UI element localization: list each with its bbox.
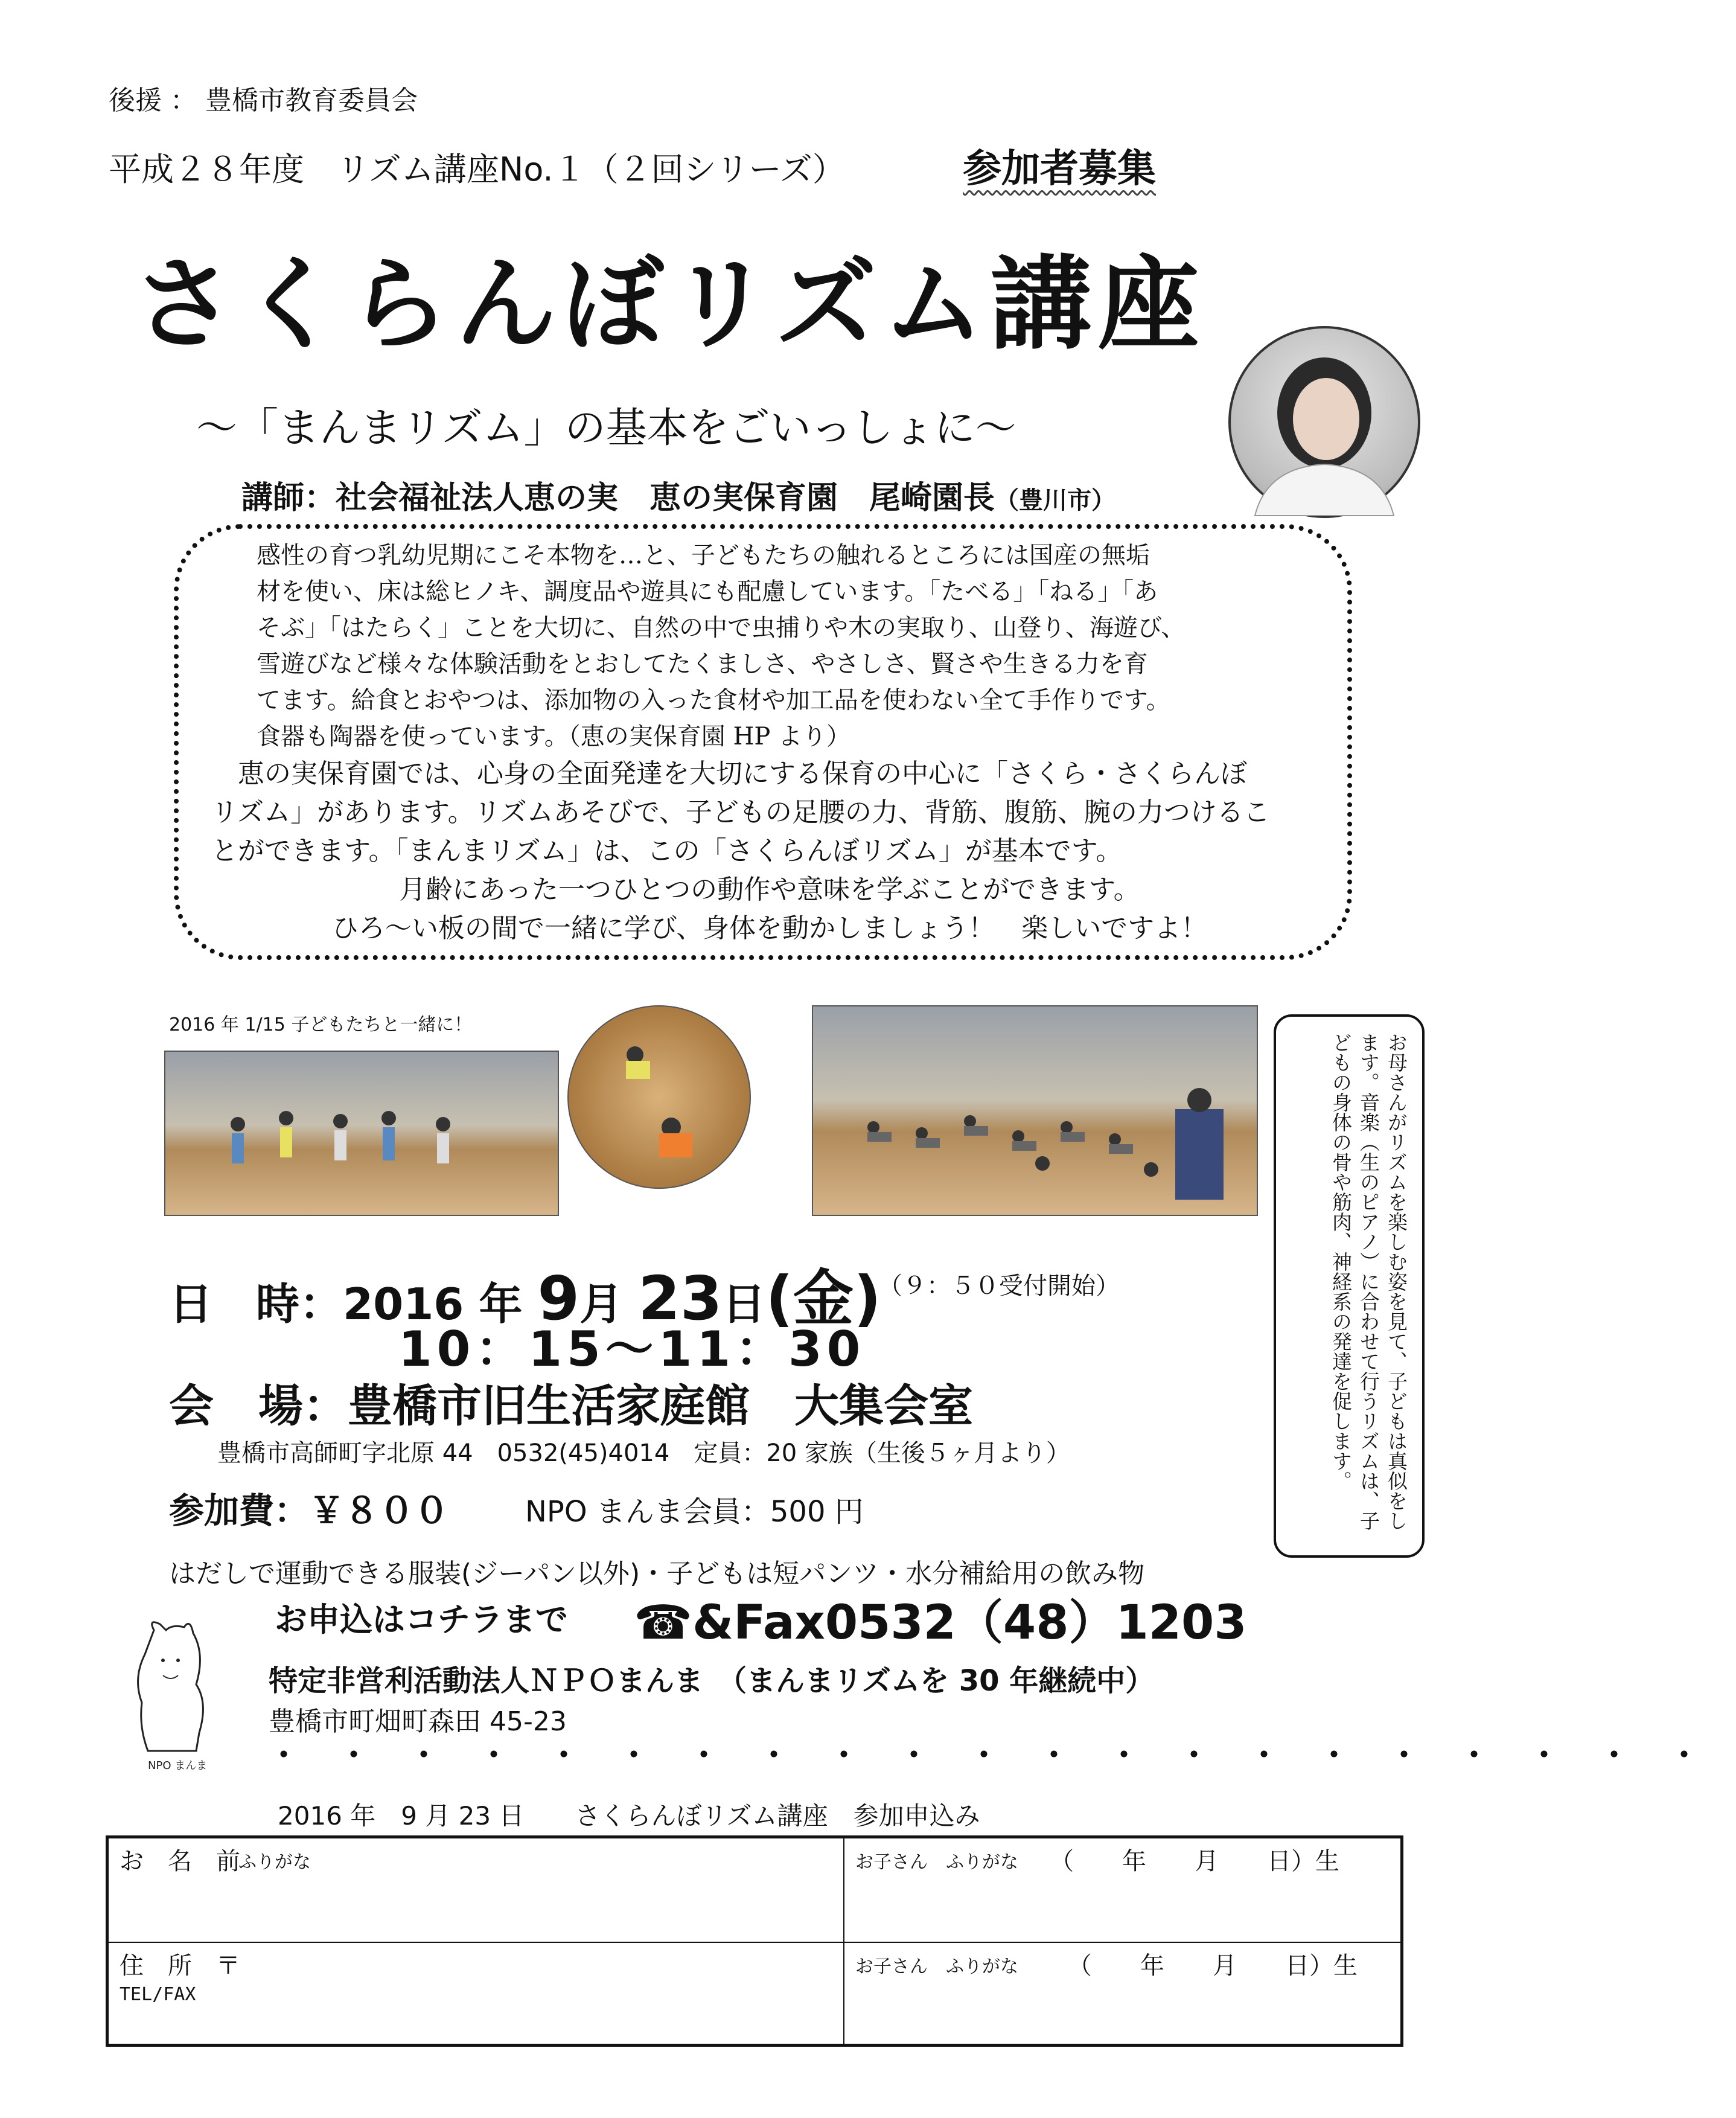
description-line: 恵の実保育園では、心身の全面発達を大切にする保育の中心に「さくら・さくらんぼ (211, 758, 1247, 789)
event-time: 10：15～11：30 (398, 1321, 866, 1377)
name-furigana: ふりがな (238, 1852, 311, 1873)
event-photo-group-dance (164, 1051, 559, 1216)
child-birth: （ 年 月 日）生 (1050, 1848, 1339, 1875)
quote-line: 雪遊びなど様々な体験活動をとおしてたくましさ、やさしさ、賢さや生きる力を育 (257, 650, 1148, 678)
event-venue: 会 場：豊橋市旧生活家庭館 大集会室 (169, 1380, 973, 1432)
tel-label: TEL/FAX (120, 1984, 196, 2005)
date-day-unit: 日 (722, 1279, 766, 1329)
participation-fee: 参加費：￥８００ (169, 1490, 450, 1531)
description-line: リズム」があります。リズムあそびで、子どもの足腰の力、背筋、腹筋、腕の力つけるこ (211, 797, 1270, 828)
people-illustration-icon (165, 1052, 558, 1215)
quote-line: 材を使い、床は総ヒノキ、調度品や遊具にも配慮しています。「たべる」「ねる」「あ (257, 578, 1158, 606)
lecturer-line (241, 472, 1115, 517)
recruit-heading: 参加者募集 (963, 147, 1156, 191)
nursery-quote (257, 537, 1271, 755)
address-label: 住 所 〒 (120, 1952, 240, 1980)
reception-time: （９：５０受付開始） (878, 1272, 1120, 1300)
date-month: 9 (537, 1263, 580, 1334)
series-line: 平成２８年度 リズム講座No.１（２回シリーズ） (109, 150, 845, 188)
lecturer-city: （豊川市） (995, 487, 1116, 514)
date-weekday: (金) (765, 1263, 881, 1334)
mascot-logo (130, 1618, 214, 1775)
quote-line: そぶ」「はたらく」ことを大切に、自然の中で虫捕りや木の実取り、山登り、海遊び、 (257, 614, 1186, 642)
name-cell[interactable] (107, 1837, 844, 1943)
description-line: ひろ～い板の間で一緒に学び、身体を動かしましょう！ 楽しいですよ！ (331, 913, 1208, 944)
child-cell-2[interactable] (843, 1942, 1402, 2045)
quote-line: 感性の育つ乳幼児期にこそ本物を…と、子どもたちの触れるところには国産の無垢 (257, 542, 1150, 569)
sponsor-line: 後援 ： 豊橋市教育委員会 (109, 85, 418, 116)
crawling-children-icon (569, 1006, 750, 1188)
description-line: とができます。「まんまリズム」は、この「さくらんぼリズム」が基本です。 (211, 836, 1123, 866)
child-birth: （ 年 月 日）生 (1068, 1952, 1358, 1980)
form-title: 2016 年 9 月 23 日 さくらんぼリズム講座 参加申込み (278, 1801, 980, 1831)
subtitle: ～「まんまリズム」の基本をごいっしょに～ (196, 405, 1016, 452)
mascot-icon (130, 1618, 214, 1775)
side-note: お母さんがリズムを楽しむ姿を見て、子どもは真似をします。音楽（生のピアノ）に合わせて行うリズムは、子どもの身体の骨や筋肉、神経系の発達を促します。 (1274, 1014, 1425, 1558)
hall-children-icon (813, 1006, 1257, 1215)
mascot-label: NPO まんま (148, 1759, 208, 1772)
event-photo-hall (812, 1005, 1258, 1216)
date-month-unit: 月 (579, 1279, 624, 1329)
lecturer-label: 講師：社会福祉法人恵の実 恵の実保育園 尾崎園長 (241, 480, 995, 516)
date-day: 23 (638, 1263, 723, 1334)
member-fee: NPO まんま会員：500 円 (525, 1495, 864, 1529)
apply-label: お申込はコチラまで (275, 1601, 568, 1639)
person-silhouette-icon (1231, 328, 1418, 516)
child-furigana-label: お子さん ふりがな (855, 1956, 1018, 1977)
organization-address: 豊橋市町畑町森田 45-23 (269, 1706, 567, 1737)
phone-fax: ☎&Fax0532（48）1203 (634, 1596, 1247, 1650)
date-prefix: 日 時：2016 年 (169, 1279, 523, 1329)
organization: 特定非営利活動法人ＮＰＯまんま （まんまリズムを 30 年継続中） (269, 1664, 1155, 1698)
lecturer-portrait-photo (1228, 326, 1420, 518)
venue-address: 豊橋市高師町字北原 44 0532(45)4014 定員：20 家族（生後５ヶ月より） (217, 1439, 1070, 1467)
child-cell-1[interactable] (843, 1837, 1402, 1943)
description-line: 月齢にあった一つひとつの動作や意味を学ぶことができます。 (399, 874, 1140, 905)
quote-line: 食器も陶器を使っています。（恵の実保育園 HP より） (257, 723, 851, 750)
page-title: さくらんぼリズム講座 (133, 245, 1205, 363)
name-label: お 名 前 (120, 1848, 240, 1875)
child-furigana-label: お子さん ふりがな (855, 1852, 1018, 1873)
application-form (106, 1835, 1403, 2047)
photo-caption: 2016 年 1/15 子どもたちと一緒に！ (169, 1014, 473, 1035)
attire-note: はだしで運動できる服装(ジーパン以外)・子どもは短パンツ・水分補給用の飲み物 (169, 1558, 1145, 1589)
cut-line: ・・・・・・・・・・・・・・・・・・・・・ (266, 1735, 1736, 1777)
description (211, 755, 1328, 948)
address-cell[interactable] (107, 1942, 844, 2045)
quote-line: てます。給食とおやつは、添加物の入った食材や加工品を使わない全て手作りです。 (257, 686, 1170, 714)
event-photo-crawling (567, 1005, 751, 1189)
